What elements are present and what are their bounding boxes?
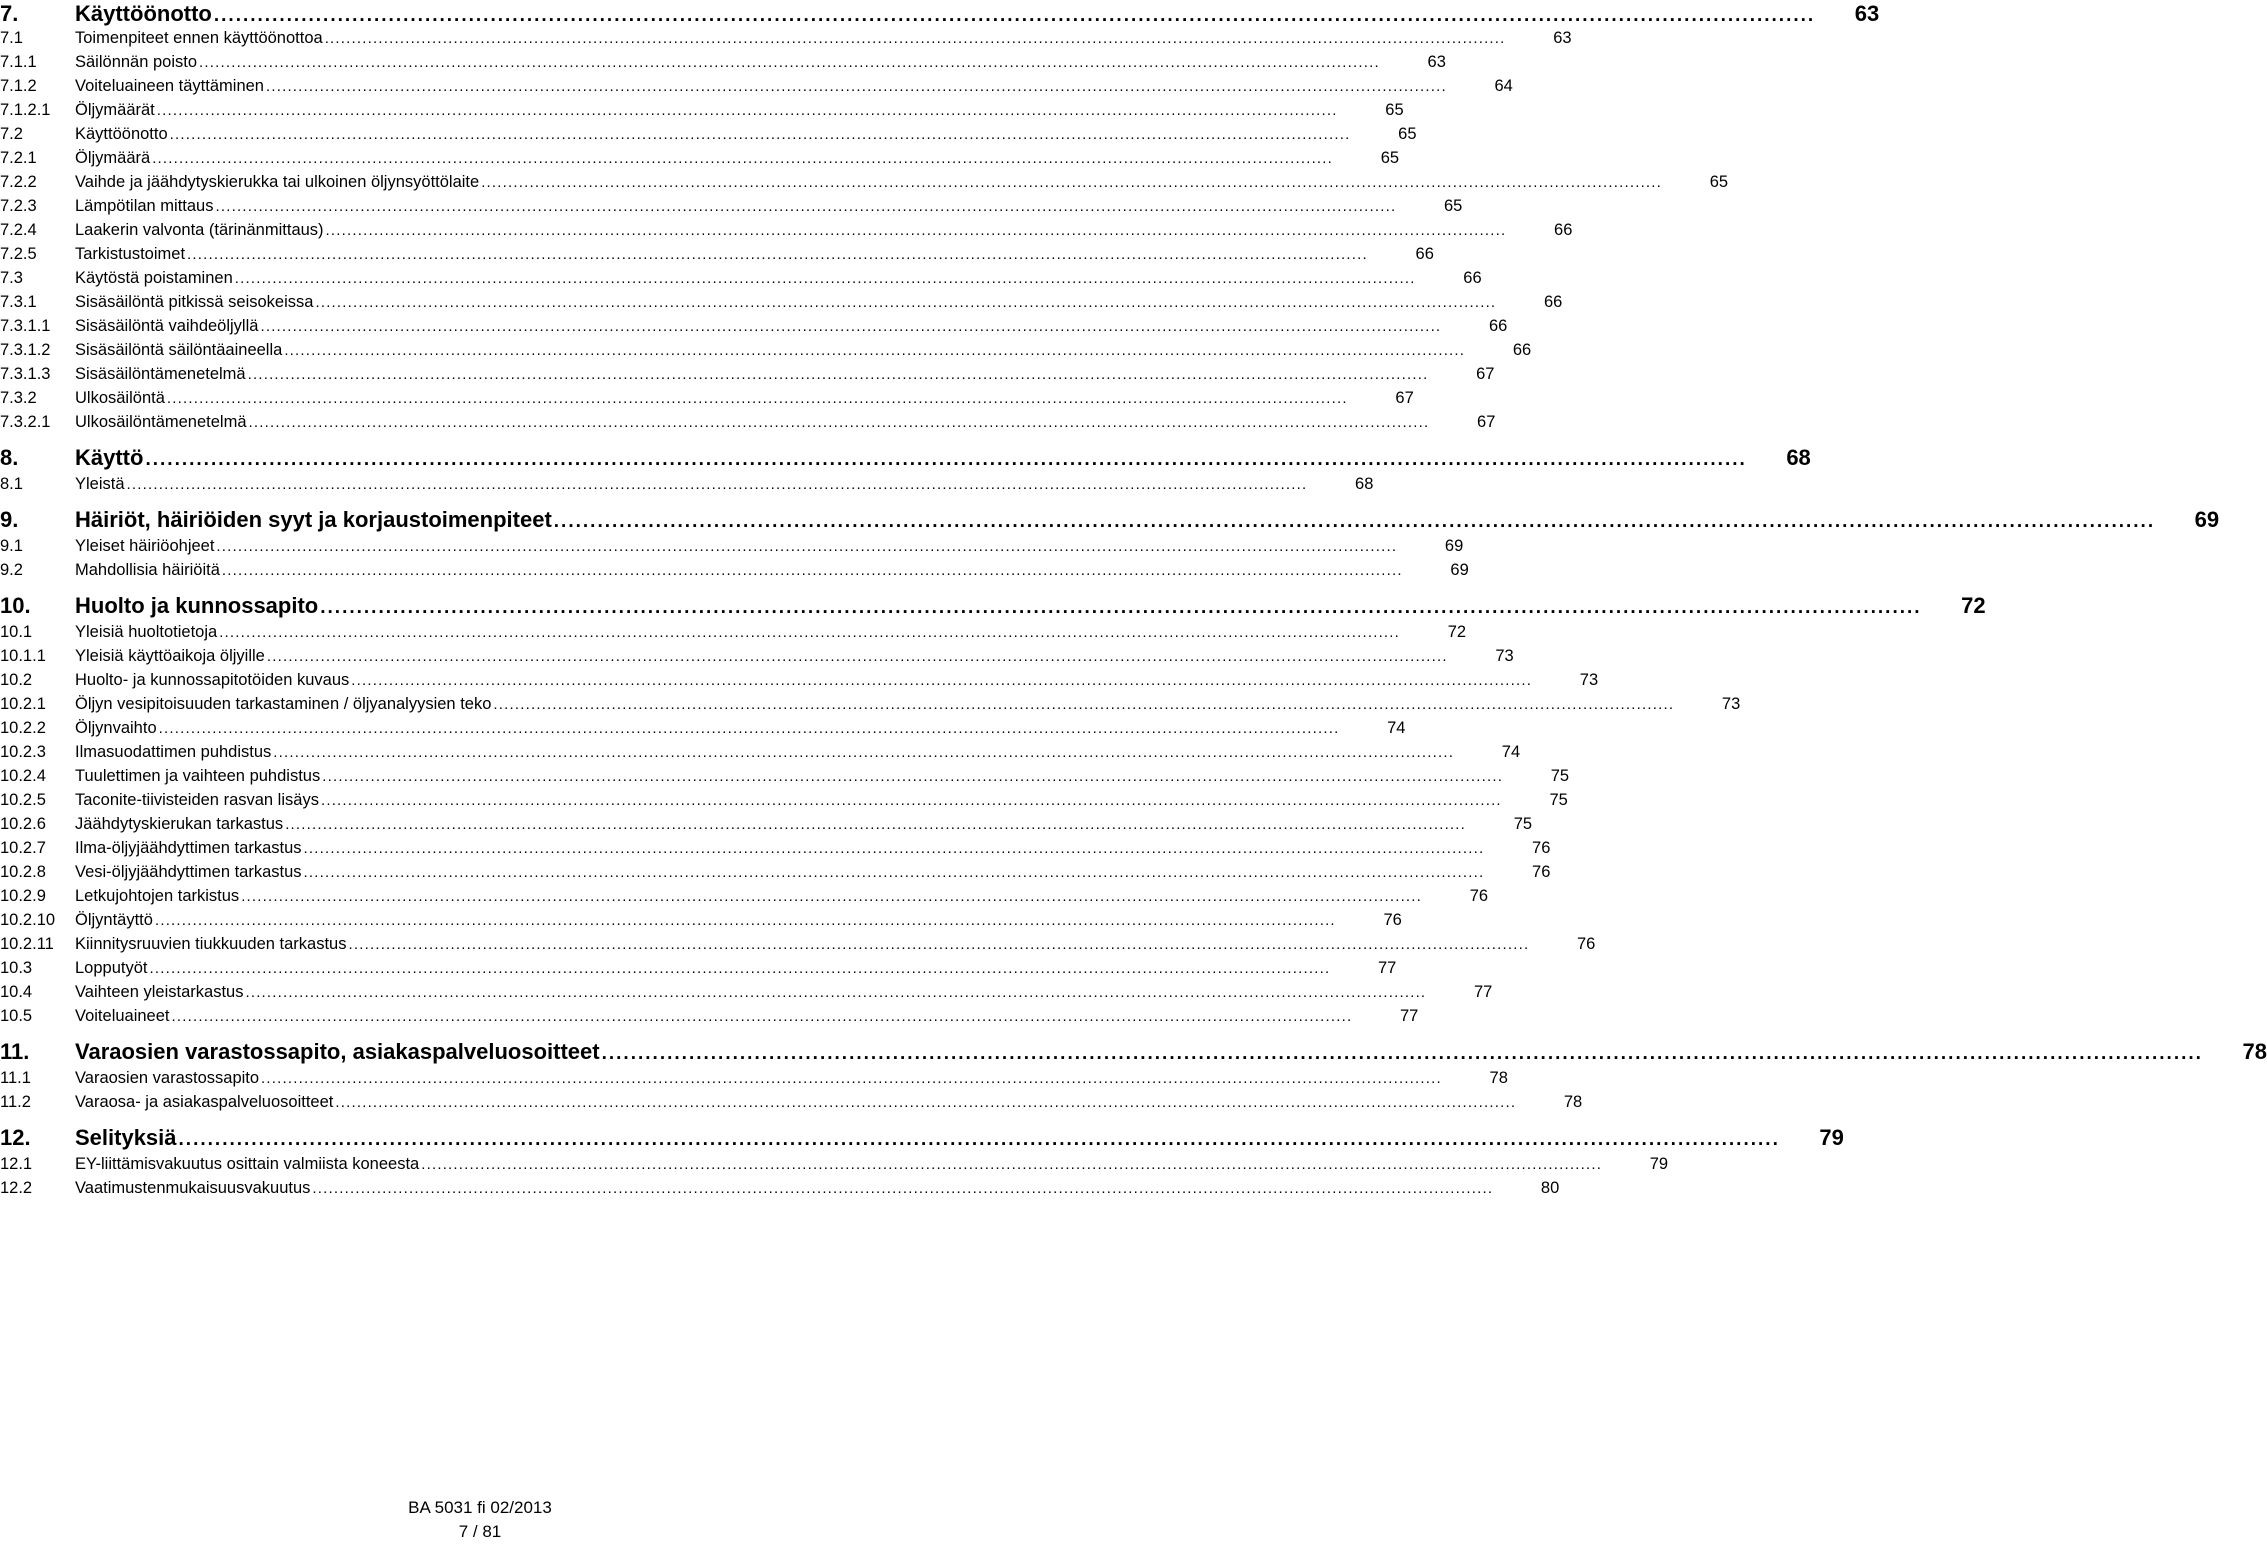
toc-entry[interactable]	[0, 766, 1570, 787]
toc-entry[interactable]	[0, 910, 1402, 931]
toc-entry-number: 7.3.2.1	[0, 413, 51, 431]
toc-entry-page: 65	[1380, 149, 1400, 167]
toc-entry[interactable]	[0, 76, 1513, 97]
toc-entry-number: 9.	[0, 507, 19, 532]
toc-entry-number: 10.5	[0, 1007, 33, 1025]
toc-entry-number: 7.1.1	[0, 53, 37, 71]
toc-entry-page: 66	[1463, 269, 1482, 287]
toc-entry-number: 7.3.1	[0, 293, 37, 311]
toc-entry-page: 73	[1721, 695, 1741, 713]
toc-entry[interactable]	[0, 292, 1563, 313]
toc-entry-page: 66	[1543, 293, 1563, 311]
toc-entry-title: Öljyn vesipitoisuuden tarkastaminen / öljyanalyysien teko	[75, 695, 492, 713]
toc-entry[interactable]	[0, 148, 1400, 169]
toc-entry-page: 79	[1649, 1155, 1669, 1173]
toc-entry[interactable]	[0, 622, 1467, 643]
toc-entry-page: 76	[1576, 935, 1596, 953]
toc-entry-title: Öljynvaihto	[75, 719, 157, 737]
toc-entry-title: Yleistä	[75, 475, 125, 493]
dot-leader: ............................................................................................................................................................................................................................	[335, 1094, 1517, 1111]
dot-leader: ............................................................................................................................................................................................................................	[261, 1070, 1442, 1087]
toc-entry[interactable]	[0, 412, 1496, 433]
dot-leader: ............................................................................................................................................................................................................................	[154, 912, 1336, 929]
dot-leader: ............................................................................................................................................................................................................................	[126, 476, 1308, 493]
dot-leader: ............................................................................................................................................................................................................................	[325, 222, 1507, 239]
toc-entry[interactable]	[0, 52, 1446, 73]
toc-entry[interactable]	[0, 560, 1469, 581]
dot-leader: ............................................................................................................................................................................................................................	[553, 511, 2156, 532]
toc-entry[interactable]	[0, 982, 1493, 1003]
dot-leader: ............................................................................................................................................................................................................................	[152, 150, 1334, 167]
dot-leader: ............................................................................................................................................................................................................................	[166, 390, 1348, 407]
toc-entry-title: Varaosa- ja asiakaspalveluosoitteet	[75, 1093, 334, 1111]
toc-entry-number: 7.2.1	[0, 149, 37, 167]
toc-entry-number: 7.3.1.2	[0, 341, 51, 359]
dot-leader: ............................................................................................................................................................................................................................	[248, 414, 1430, 431]
toc-entry-number: 7.3.1.3	[0, 365, 51, 383]
toc-entry-number: 8.1	[0, 475, 23, 493]
toc-entry-number: 10.2.9	[0, 887, 46, 905]
toc-entry-title: Varaosien varastossapito, asiakaspalveluosoitteet	[75, 1039, 600, 1064]
dot-leader: ............................................................................................................................................................................................................................	[601, 1043, 2203, 1064]
toc-entry-title: Käyttöönotto	[75, 1, 212, 26]
toc-entry-number: 7.2	[0, 125, 23, 143]
toc-entry-title: Voiteluaineet	[75, 1007, 170, 1025]
dot-leader: ............................................................................................................................................................................................................................	[348, 936, 1530, 953]
toc-entry[interactable]	[0, 220, 1573, 241]
toc-entry-title: Sisäsäilöntämenetelmä	[75, 365, 246, 383]
toc-entry-number: 12.2	[0, 1179, 33, 1197]
toc-entry-title: Yleiset häiriöohjeet	[75, 537, 215, 555]
toc-entry-title: Sisäsäilöntä säilöntäaineella	[75, 341, 283, 359]
toc-entry-number: 10.1	[0, 623, 33, 641]
dot-leader: ............................................................................................................................................................................................................................	[303, 840, 1485, 857]
toc-entry[interactable]	[0, 814, 1533, 835]
toc-entry-title: Voiteluaineen täyttäminen	[75, 77, 264, 95]
toc-entry-page: 65	[1709, 173, 1729, 191]
dot-leader: ............................................................................................................................................................................................................................	[187, 246, 1368, 263]
dot-leader: ............................................................................................................................................................................................................................	[303, 864, 1485, 881]
toc-entry-page: 66	[1554, 221, 1573, 239]
toc-entry-number: 7.	[0, 1, 19, 26]
toc-entry[interactable]	[0, 886, 1489, 907]
toc-entry-title: Vaatimustenmukaisuusvakuutus	[75, 1179, 311, 1197]
toc-entry-page: 76	[1532, 863, 1551, 881]
toc-entry[interactable]	[0, 196, 1463, 217]
page-number: 7 / 81	[458, 1522, 502, 1541]
toc-entry[interactable]	[0, 1092, 1583, 1113]
dot-leader: ............................................................................................................................................................................................................................	[320, 597, 1922, 618]
toc-chapter[interactable]	[0, 1, 1880, 29]
toc-entry[interactable]	[0, 244, 1434, 265]
dot-leader: ............................................................................................................................................................................................................................	[247, 366, 1429, 383]
toc-entry-title: Huolto- ja kunnossapitotöiden kuvaus	[75, 671, 350, 689]
dot-leader: ............................................................................................................................................................................................................................	[219, 624, 1401, 641]
toc-entry-page: 76	[1383, 911, 1402, 929]
toc-entry-page: 74	[1387, 719, 1406, 737]
toc-entry-number: 10.2.3	[0, 743, 46, 761]
toc-entry[interactable]	[0, 340, 1532, 361]
toc-entry-title: Säilönnän poisto	[75, 53, 198, 71]
dot-leader: ............................................................................................................................................................................................................................	[260, 318, 1442, 335]
toc-entry[interactable]	[0, 388, 1414, 409]
toc-entry-page: 76	[1469, 887, 1489, 905]
toc-entry[interactable]	[0, 1178, 1560, 1199]
toc-entry-number: 9.2	[0, 561, 23, 579]
toc-entry[interactable]	[0, 316, 1508, 337]
toc-entry-title: Lopputyöt	[75, 959, 148, 977]
toc-entry-number: 7.3	[0, 269, 23, 287]
toc-entry-page: 75	[1513, 815, 1533, 833]
dot-leader: ............................................................................................................................................................................................................................	[351, 672, 1533, 689]
dot-leader: ............................................................................................................................................................................................................................	[315, 294, 1497, 311]
toc-entry-number: 10.2	[0, 671, 33, 689]
toc-entry-number: 10.2.2	[0, 719, 46, 737]
toc-entry[interactable]	[0, 28, 1572, 49]
toc-entry-number: 10.2.8	[0, 863, 46, 881]
toc-entry-number: 10.2.11	[0, 935, 54, 953]
toc-entry-title: Sisäsäilöntä vaihdeöljyllä	[75, 317, 259, 335]
page-footer	[0, 1496, 960, 1544]
toc-entry-title: Letkujohtojen tarkistus	[75, 887, 240, 905]
dot-leader: ............................................................................................................................................................................................................................	[171, 1008, 1353, 1025]
toc-entry-number: 7.1.2.1	[0, 101, 51, 119]
toc-entry-page: 66	[1488, 317, 1508, 335]
dot-leader: ............................................................................................................................................................................................................................	[285, 816, 1467, 833]
toc-entry-page: 78	[1489, 1069, 1508, 1087]
toc-entry[interactable]	[0, 268, 1482, 289]
toc-entry[interactable]	[0, 646, 1514, 667]
toc-entry-page: 63	[1854, 1, 1880, 26]
toc-entry-page: 65	[1398, 125, 1417, 143]
toc-entry[interactable]	[0, 474, 1374, 495]
dot-leader: ............................................................................................................................................................................................................................	[216, 538, 1398, 555]
toc-entry-title: Yleisiä käyttöaikoja öljyille	[75, 647, 265, 665]
toc-entry-number: 10.3	[0, 959, 33, 977]
dot-leader: ............................................................................................................................................................................................................................	[241, 888, 1423, 905]
toc-entry-title: Sisäsäilöntä pitkissä seisokeissa	[75, 293, 314, 311]
toc-entry-number: 7.1.2	[0, 77, 37, 95]
dot-leader: ............................................................................................................................................................................................................................	[169, 126, 1351, 143]
toc-entry-number: 12.1	[0, 1155, 33, 1173]
toc-entry-title: Vaihteen yleistarkastus	[75, 983, 244, 1001]
toc-entry[interactable]	[0, 536, 1464, 557]
toc-entry-title: Huolto ja kunnossapito	[75, 593, 319, 618]
toc-entry-page: 69	[2194, 507, 2220, 532]
toc-entry-page: 77	[1473, 983, 1493, 1001]
toc-entry-page: 77	[1377, 959, 1397, 977]
dot-leader: ............................................................................................................................................................................................................................	[215, 198, 1397, 215]
toc-entry-number: 11.2	[0, 1093, 31, 1111]
toc-entry-page: 69	[1444, 537, 1464, 555]
toc-entry-title: Käyttö	[75, 445, 144, 470]
toc-entry-number: 10.2.10	[0, 911, 56, 929]
document-reference: BA 5031 fi 02/2013	[408, 1498, 552, 1517]
toc-entry-title: Jäähdytyskierukan tarkastus	[75, 815, 284, 833]
toc-entry-page: 78	[2242, 1039, 2267, 1064]
toc-entry-title: Häiriöt, häiriöiden syyt ja korjaustoimenpiteet	[75, 507, 552, 532]
toc-entry-number: 11.	[0, 1039, 30, 1064]
toc-entry-page: 66	[1415, 245, 1434, 263]
toc-entry-title: Ilmasuodattimen puhdistus	[75, 743, 272, 761]
toc-chapter[interactable]	[0, 1039, 2267, 1067]
toc-entry-page: 67	[1395, 389, 1414, 407]
toc-entry-page: 72	[1961, 593, 1986, 618]
dot-leader: ............................................................................................................................................................................................................................	[213, 5, 1816, 26]
toc-entry-number: 7.2.5	[0, 245, 37, 263]
toc-entry-page: 79	[1819, 1125, 1844, 1150]
toc-entry-number: 9.1	[0, 537, 23, 555]
toc-entry-title: Ilma-öljyjäähdyttimen tarkastus	[75, 839, 302, 857]
toc-entry-number: 7.3.1.1	[0, 317, 51, 335]
toc-entry[interactable]	[0, 958, 1397, 979]
toc-entry-title: Varaosien varastossapito	[75, 1069, 260, 1087]
toc-entry-page: 74	[1501, 743, 1521, 761]
toc-entry-number: 10.	[0, 593, 31, 618]
toc-entry-number: 10.2.7	[0, 839, 46, 857]
toc-entry-page: 68	[1355, 475, 1374, 493]
dot-leader: ............................................................................................................................................................................................................................	[245, 984, 1427, 1001]
dot-leader: ............................................................................................................................................................................................................................	[320, 792, 1502, 809]
toc-entry-title: Laakerin valvonta (tärinänmittaus)	[75, 221, 324, 239]
toc-entry-page: 76	[1532, 839, 1551, 857]
toc-entry[interactable]	[0, 790, 1568, 811]
toc-entry-number: 10.2.6	[0, 815, 46, 833]
toc-entry-title: Vaihde ja jäähdytyskierukka tai ulkoinen öljynsyöttölaite	[75, 173, 480, 191]
toc-entry[interactable]	[0, 742, 1521, 763]
dot-leader: ............................................................................................................................................................................................................................	[312, 1180, 1494, 1197]
toc-entry-number: 10.2.5	[0, 791, 46, 809]
toc-entry[interactable]	[0, 670, 1599, 691]
toc-entry[interactable]	[0, 1006, 1419, 1027]
toc-entry-title: Ulkosäilöntä	[75, 389, 165, 407]
toc-entry-title: Selityksiä	[75, 1125, 177, 1150]
toc-entry-title: Vesi-öljyjäähdyttimen tarkastus	[75, 863, 302, 881]
toc-entry-number: 12.	[0, 1125, 31, 1150]
toc-entry[interactable]	[0, 718, 1406, 739]
toc-entry[interactable]	[0, 1068, 1508, 1089]
toc-entry-number: 7.2.4	[0, 221, 37, 239]
toc-entry-title: Öljymäärät	[75, 101, 155, 119]
toc-entry[interactable]	[0, 838, 1551, 859]
dot-leader: ............................................................................................................................................................................................................................	[266, 648, 1448, 665]
toc-entry-page: 73	[1579, 671, 1599, 689]
dot-leader: ............................................................................................................................................................................................................................	[158, 720, 1340, 737]
toc-entry-title: Öljyntäyttö	[75, 911, 153, 929]
toc-entry-page: 63	[1553, 29, 1572, 47]
toc-entry-page: 72	[1447, 623, 1467, 641]
toc-entry-number: 8.	[0, 445, 19, 470]
toc-entry-title: Ulkosäilöntämenetelmä	[75, 413, 247, 431]
dot-leader: ............................................................................................................................................................................................................................	[273, 744, 1455, 761]
toc-entry-title: Yleisiä huoltotietoja	[75, 623, 218, 641]
toc-entry-number: 7.2.3	[0, 197, 37, 215]
toc-entry-number: 10.1.1	[0, 647, 46, 665]
toc-entry[interactable]	[0, 694, 1741, 715]
dot-leader: ............................................................................................................................................................................................................................	[221, 562, 1403, 579]
toc-entry-page: 69	[1450, 561, 1469, 579]
toc-entry-title: Öljymäärä	[75, 149, 151, 167]
toc-entry-page: 68	[1786, 445, 1811, 470]
toc-entry[interactable]	[0, 364, 1495, 385]
toc-chapter[interactable]	[0, 507, 2220, 535]
toc-entry-title: Taconite-tiivisteiden rasvan lisäys	[75, 791, 319, 809]
toc-entry-page: 65	[1444, 197, 1463, 215]
toc-entry[interactable]	[0, 172, 1729, 193]
toc-entry[interactable]	[0, 124, 1417, 145]
dot-leader: ............................................................................................................................................................................................................................	[156, 102, 1338, 119]
toc-entry-number: 10.2.4	[0, 767, 46, 785]
dot-leader: ............................................................................................................................................................................................................................	[234, 270, 1416, 287]
toc-entry-title: Käytöstä poistaminen	[75, 269, 233, 287]
toc-entry-title: Toimenpiteet ennen käyttöönottoa	[75, 29, 323, 47]
toc-entry-title: Kiinnitysruuvien tiukkuuden tarkastus	[75, 935, 347, 953]
toc-entry-title: Käyttöönotto	[75, 125, 168, 143]
toc-entry-page: 64	[1494, 77, 1513, 95]
dot-leader: ............................................................................................................................................................................................................................	[265, 78, 1447, 95]
dot-leader: ............................................................................................................................................................................................................................	[324, 30, 1506, 47]
toc-entry-page: 78	[1563, 1093, 1583, 1111]
toc-entry-number: 7.2.2	[0, 173, 37, 191]
toc-entry[interactable]	[0, 934, 1596, 955]
toc-entry-page: 80	[1540, 1179, 1560, 1197]
dot-leader: ............................................................................................................................................................................................................................	[149, 960, 1331, 977]
dot-leader: ............................................................................................................................................................................................................................	[481, 174, 1663, 191]
toc-entry-number: 10.2.1	[0, 695, 46, 713]
toc-entry-page: 67	[1477, 413, 1496, 431]
toc-entry-title: Tarkistustoimet	[75, 245, 186, 263]
toc-entry-page: 63	[1427, 53, 1446, 71]
dot-leader: ............................................................................................................................................................................................................................	[178, 1129, 1780, 1150]
toc-chapter[interactable]	[0, 445, 1811, 473]
toc-entry[interactable]	[0, 1154, 1669, 1175]
dot-leader: ............................................................................................................................................................................................................................	[421, 1156, 1603, 1173]
toc-entry-page: 66	[1512, 341, 1532, 359]
toc-entry-number: 11.1	[0, 1069, 31, 1087]
dot-leader: ............................................................................................................................................................................................................................	[284, 342, 1466, 359]
toc-entry[interactable]	[0, 100, 1404, 121]
toc-entry-title: EY-liittämisvakuutus osittain valmiista koneesta	[75, 1155, 420, 1173]
toc-entry-page: 73	[1495, 647, 1514, 665]
toc-entry-title: Mahdollisia häiriöitä	[75, 561, 220, 579]
toc-entry-title: Tuulettimen ja vaihteen puhdistus	[75, 767, 321, 785]
dot-leader: ............................................................................................................................................................................................................................	[145, 449, 1747, 470]
toc-entry-number: 7.1	[0, 29, 23, 47]
toc-chapter[interactable]	[0, 1125, 1844, 1153]
toc-entry-page: 67	[1476, 365, 1495, 383]
dot-leader: ............................................................................................................................................................................................................................	[322, 768, 1504, 785]
toc-entry-number: 7.3.2	[0, 389, 37, 407]
dot-leader: ............................................................................................................................................................................................................................	[199, 54, 1380, 71]
dot-leader: ............................................................................................................................................................................................................................	[493, 696, 1675, 713]
toc-entry-title: Lämpötilan mittaus	[75, 197, 214, 215]
toc-entry-number: 10.4	[0, 983, 33, 1001]
toc-entry-page: 77	[1400, 1007, 1419, 1025]
toc-entry-page: 65	[1385, 101, 1404, 119]
toc-entry-page: 75	[1550, 767, 1570, 785]
toc-entry[interactable]	[0, 862, 1551, 883]
toc-chapter[interactable]	[0, 593, 1986, 621]
toc-entry-page: 75	[1549, 791, 1568, 809]
